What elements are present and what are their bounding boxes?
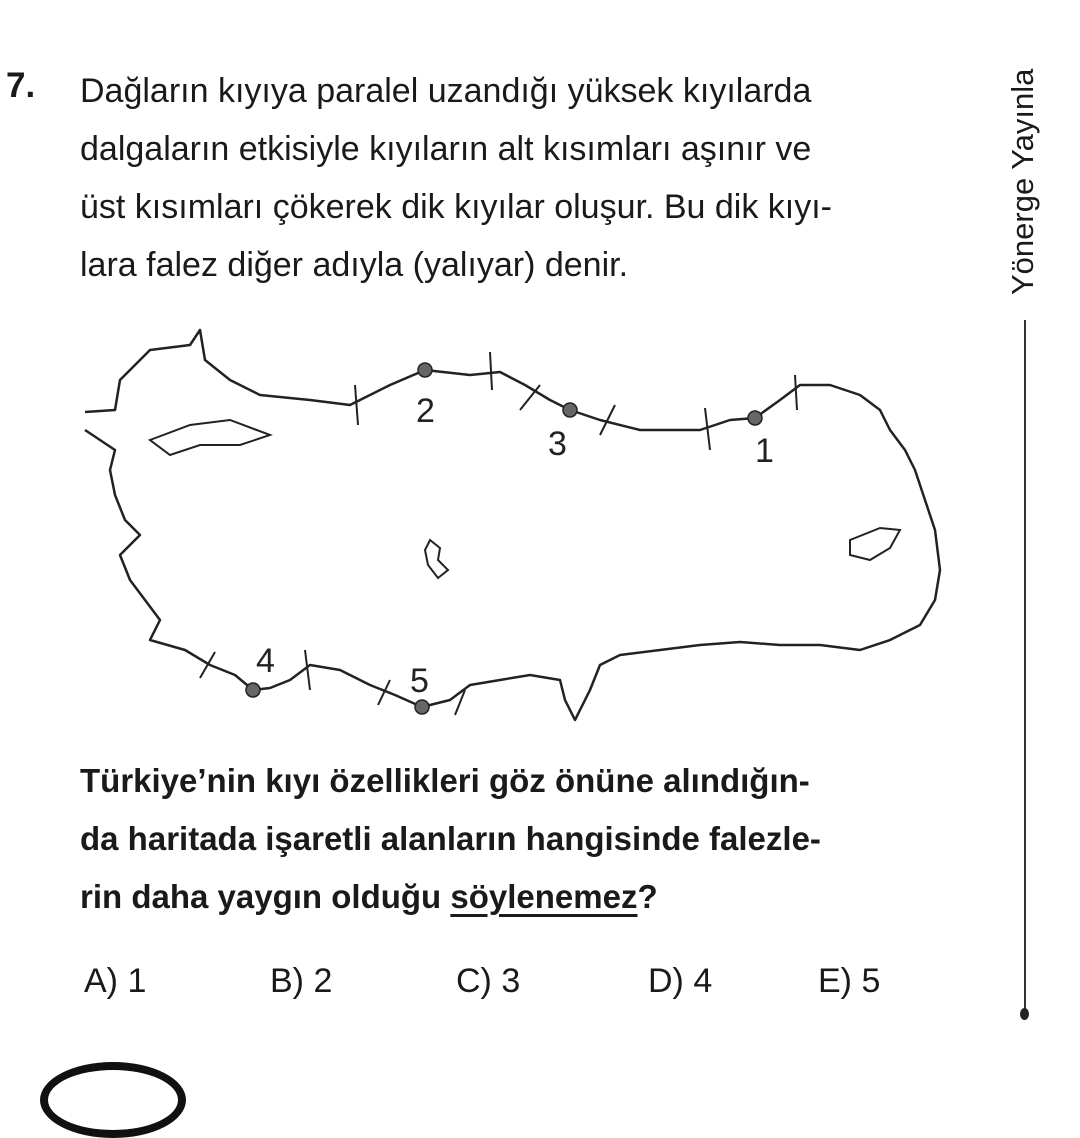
option-b[interactable]: B) 2 xyxy=(270,962,333,1000)
marker-label-5: 5 xyxy=(410,662,429,700)
turkey-map xyxy=(70,310,970,730)
markers xyxy=(246,363,762,714)
option-c[interactable]: C) 3 xyxy=(456,962,521,1000)
prompt-line: da haritada işaretli alanların hangisinde falezle- xyxy=(80,820,821,857)
tuz-lake xyxy=(425,540,448,578)
marker-dot-2 xyxy=(418,363,432,377)
stem-line: dalgaların etkisiyle kıyıların alt kısımları aşınır ve xyxy=(80,130,812,168)
marker-label-3: 3 xyxy=(548,425,567,463)
marker-dot-4 xyxy=(246,683,260,697)
prompt-line xyxy=(80,868,821,926)
prompt-underlined: söylenemez xyxy=(450,878,638,915)
option-e[interactable]: E) 5 xyxy=(818,962,881,1000)
marker-label-1: 1 xyxy=(755,432,774,470)
prompt-end: ? xyxy=(637,878,658,915)
question-number: 7. xyxy=(6,66,36,105)
question-prompt xyxy=(80,752,821,926)
van-lake xyxy=(850,528,900,560)
question-stem xyxy=(80,62,980,294)
prompt-text: rin daha yaygın olduğu xyxy=(80,878,451,915)
publisher-logo xyxy=(40,1062,186,1138)
prompt-line: Türkiye’nin kıyı özellikleri göz önüne alındığın- xyxy=(80,762,810,799)
marker-dot-3 xyxy=(563,403,577,417)
marmara-sea xyxy=(150,420,270,455)
divider-end-dot xyxy=(1020,1008,1029,1020)
option-a[interactable]: A) 1 xyxy=(84,962,147,1000)
stem-line: Dağların kıyıya paralel uzandığı yüksek kıyılarda xyxy=(80,72,812,110)
stem-line: üst kısımları çökerek dik kıyılar oluşur. Bu dik kıyı- xyxy=(80,188,833,226)
marker-dot-1 xyxy=(748,411,762,425)
option-d[interactable]: D) 4 xyxy=(648,962,713,1000)
marker-label-4: 4 xyxy=(256,642,275,680)
stem-line: lara falez diğer adıyla (yalıyar) denir. xyxy=(80,246,629,284)
marker-label-2: 2 xyxy=(416,392,435,430)
segment-ticks xyxy=(200,352,797,715)
margin-divider xyxy=(1024,320,1026,1010)
publisher-label: Yönerge Yayınla xyxy=(1005,68,1040,295)
turkey-outline xyxy=(85,330,940,720)
marker-dot-5 xyxy=(415,700,429,714)
